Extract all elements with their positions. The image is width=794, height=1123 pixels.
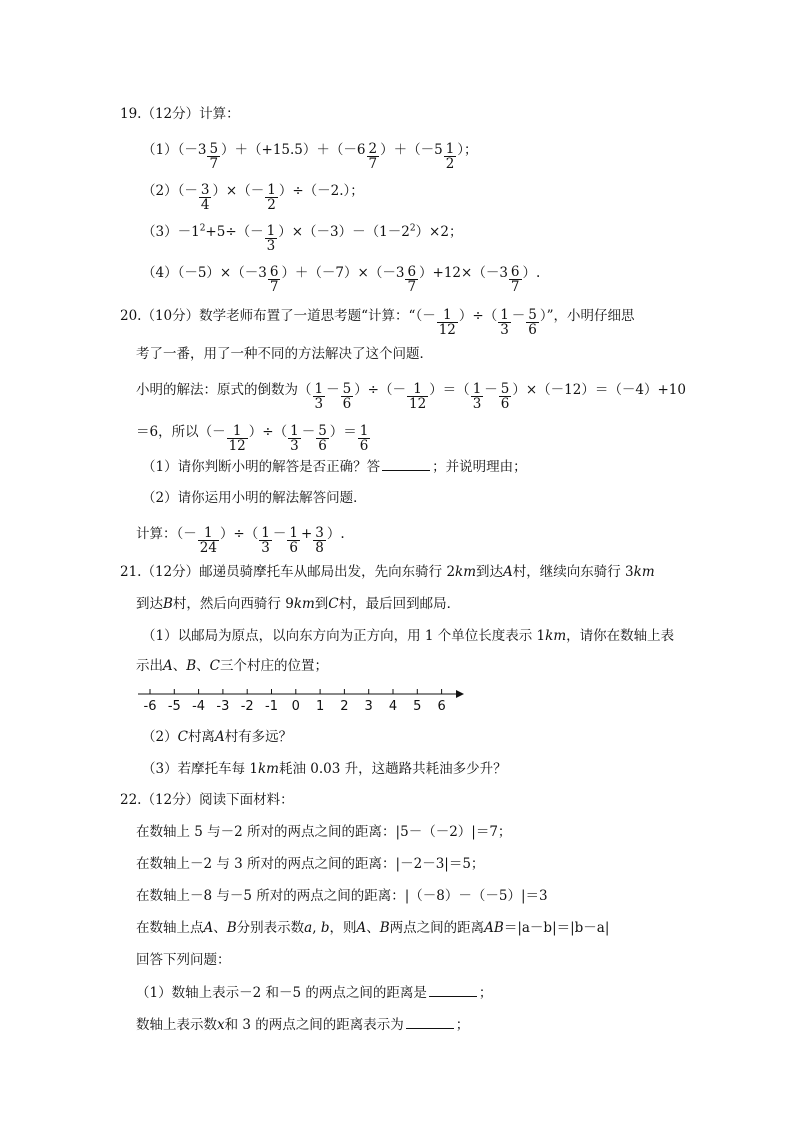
q21-sub3-text1: （3）若摩托车每 1	[142, 761, 258, 777]
q20-l1-text3: －	[511, 308, 526, 324]
q20-sub1-text2: ；并说明理由；	[432, 459, 527, 475]
frac-num: 1	[267, 182, 276, 198]
frac-den: 6	[318, 438, 327, 454]
q20-calc-text3: －	[272, 526, 287, 542]
frac-den: 4	[200, 197, 210, 213]
frac-den: 6	[289, 540, 298, 556]
q20-sub1-text1: （1）请你判断小明的解答是否正确？答	[142, 459, 381, 475]
q22-m4-sep: 、	[213, 920, 227, 936]
frac-num: 5	[209, 141, 219, 157]
q21-sub1-text1: （1）以邮局为原点，以向东方向为正方向，用 1 个单位长度表示 1	[142, 628, 546, 644]
number-line	[138, 684, 478, 714]
var-C: C	[209, 658, 221, 674]
q21-sub3-text2: 耗油 0.03 升，这趟路共耗油多少升？	[278, 761, 507, 777]
q21-sub1-text2: ，请你在数轴上表	[566, 628, 675, 644]
frac-den: 3	[261, 540, 270, 556]
q20-calc-frac3	[287, 526, 300, 555]
axis-tick-label: 2	[340, 699, 349, 714]
frac-num: 6	[269, 264, 279, 280]
axis-tick-label: -6	[143, 699, 157, 714]
answer-blank[interactable]	[429, 982, 477, 997]
q20-l3-text5: －	[484, 382, 498, 398]
q19-p4-text1: （4）（－5）×（－3	[142, 265, 267, 281]
frac-num: 2	[368, 141, 378, 157]
q21-l2-text3: 到	[314, 596, 329, 612]
q19-p4-text3: ）+12×（－3	[419, 265, 508, 281]
axis-tick-label: 6	[437, 699, 446, 714]
q22-s1-text: （1）数轴上表示－2 和－5 的两点之间的距离是	[136, 985, 427, 1001]
q21-line1	[120, 562, 655, 582]
frac-num: 5	[342, 381, 352, 397]
frac-den: 8	[315, 540, 324, 556]
q20-calc-frac1	[198, 526, 219, 555]
q21-sub3	[142, 759, 507, 779]
q20-l3-text3: ）÷（－	[354, 382, 406, 398]
q21-sub1-text3: 示出	[136, 658, 163, 674]
frac-num: 1	[500, 307, 509, 323]
q22-ask: 回答下列问题：	[136, 952, 231, 968]
var-C: C	[328, 596, 339, 612]
var-A: A	[163, 658, 173, 674]
frac-num: 6	[510, 264, 520, 280]
frac-den: 3	[314, 396, 324, 412]
axis-tick-label: -2	[240, 699, 254, 714]
frac-den: 6	[342, 396, 352, 412]
q19-p3-text1: （3）－1	[142, 224, 200, 240]
q22-material4: 在数轴上点A、B分别表示数a, b，则A、B两点之间的距离AB＝|a－b|＝|b－a|	[136, 920, 610, 936]
var-B: B	[226, 920, 237, 936]
q19-p2-text1: （2）（－	[142, 183, 198, 199]
q20-calc-frac2	[259, 526, 272, 555]
q20-l3-text2: －	[326, 382, 340, 398]
frac-den: 24	[199, 540, 217, 556]
q19-part2	[142, 177, 364, 213]
var-AB: AB	[484, 920, 504, 936]
q22-semi: ；	[455, 1017, 470, 1033]
frac-num: 1	[437, 308, 458, 323]
q22-sub1b	[136, 1014, 469, 1035]
q19-p3-sup2: 2	[409, 223, 416, 234]
frac-den: 6	[359, 438, 369, 454]
q19-p2-frac2	[265, 183, 278, 212]
q21-sub1-cont	[136, 656, 328, 676]
q20-sub2: （2）请你运用小明的解法解答问题．	[142, 490, 367, 506]
q19-part1	[142, 136, 478, 172]
q20-l3-text4: ）＝（	[429, 382, 470, 398]
frac-den: 2	[267, 197, 276, 213]
frac-num: 1	[445, 141, 455, 157]
q20-l3-frac2	[341, 382, 354, 411]
q22-sub1	[136, 982, 492, 1003]
frac-den: 7	[209, 156, 219, 172]
q21-sub1-sep: 、	[172, 658, 187, 674]
unit-km: km	[257, 761, 279, 777]
var-A: A	[214, 729, 225, 745]
q20-l4-frac2	[288, 424, 301, 453]
q20-l3-frac3	[407, 382, 428, 411]
q22-semi: ；	[478, 985, 493, 1001]
q19-heading: 19.（12分）计算：	[120, 106, 240, 122]
frac-num: 5	[318, 423, 327, 439]
q22-heading: 22.（12分）阅读下面材料：	[120, 792, 294, 808]
var-C: C	[177, 729, 188, 745]
unit-km: km	[633, 564, 655, 580]
q21-l1-text3: 村，继续向东骑行 3	[512, 564, 634, 580]
q20-l1-text2: ）÷（	[458, 308, 498, 324]
var-x: x	[217, 1017, 225, 1033]
q22-material1: 在数轴上 5 与－2 所对的两点之间的距离：|5－（－2）|＝7；	[136, 824, 512, 840]
q20-calc-text5: ）.	[326, 526, 345, 542]
q20-calc-frac4	[313, 526, 326, 555]
frac-num: 1	[472, 381, 482, 397]
axis-ticks	[144, 689, 446, 714]
frac-num: 5	[500, 381, 510, 397]
q20-line4	[136, 418, 371, 454]
q22-material2: 在数轴上－2 与 3 所对的两点之间的距离：|－2－3|＝5；	[136, 856, 485, 872]
q19-p1-text1: （1）（－3	[142, 142, 207, 158]
q20-l1-text1: 20.（10分）数学老师布置了一道思考题“计算：“（－	[120, 308, 436, 324]
axis-tick-label: -1	[265, 699, 278, 714]
q22-m4-text1: 在数轴上点	[136, 920, 204, 936]
q20-sub1	[142, 456, 527, 477]
axis-arrow	[456, 690, 464, 698]
answer-blank[interactable]	[382, 456, 430, 471]
frac-num: 5	[528, 307, 537, 323]
frac-den: 7	[368, 156, 378, 172]
q20-l4-frac1	[227, 424, 248, 453]
q20-l4-text2: ）÷（	[248, 424, 288, 440]
q20-l1-frac3	[526, 308, 539, 337]
q19-p3-frac	[265, 224, 278, 253]
q20-l4-frac3	[316, 424, 329, 453]
frac-den: 3	[500, 322, 509, 338]
q22-material3: 在数轴上－8 与－5 所对的两点之间的距离：|（－8）－（－5）|＝3	[136, 888, 548, 904]
q20-l4-text4: ）＝	[329, 424, 357, 440]
frac-den: 12	[409, 396, 427, 412]
frac-num: 3	[200, 182, 210, 198]
q21-sub1	[142, 626, 674, 646]
q20-calc	[136, 520, 345, 556]
frac-den: 7	[407, 279, 417, 295]
q19-p4-frac1	[268, 265, 281, 294]
axis-tick-label: 5	[413, 699, 422, 714]
q19-p4-text2: ）＋（－7）×（－3	[281, 265, 405, 281]
frac-den: 3	[472, 396, 482, 412]
frac-num: 1	[289, 525, 298, 541]
answer-blank[interactable]	[406, 1014, 454, 1029]
var-B: B	[163, 596, 173, 612]
q21-l1-text1: 21.（12分）邮递员骑摩托车从邮局出发，先向东骑行 2	[120, 564, 456, 580]
frac-num: 1	[290, 423, 299, 439]
axis-tick-label: 1	[315, 699, 325, 714]
q21-l2-text2: 村，然后向西骑行 9	[172, 596, 294, 612]
q20-line2: 考了一番，用了一种不同的方法解决了这个问题．	[136, 346, 433, 362]
unit-km: km	[293, 596, 315, 612]
q22-m4-sep: 、	[366, 920, 380, 936]
q21-sub2	[142, 727, 292, 747]
q20-line1	[120, 302, 635, 338]
q20-l4-frac4	[358, 424, 371, 453]
q20-l3-text1: 小明的解法：原式的倒数为（	[136, 382, 312, 398]
q19-p1-frac2	[367, 142, 380, 171]
q21-l2-text1: 到达	[136, 596, 163, 612]
q22-m4-text3: ，则	[329, 920, 357, 936]
frac-num: 1	[359, 423, 369, 439]
frac-den: 7	[510, 279, 520, 295]
q22-s2-text2: 和 3 的两点之间的距离表示为	[224, 1017, 404, 1033]
frac-den: 3	[266, 238, 276, 254]
q19-p2-text2: ）×（－	[212, 183, 265, 199]
q20-l1-text4: ）”，小明仔细思	[539, 308, 635, 324]
q19-p1-frac3	[444, 142, 457, 171]
q21-l2-text4: 村，最后回到邮局．	[338, 596, 461, 612]
var-B: B	[379, 920, 390, 936]
q22-m4-text4: 两点之间的距离	[389, 920, 485, 936]
frac-den: 6	[528, 322, 537, 338]
frac-den: 6	[500, 396, 510, 412]
frac-num: 1	[314, 381, 324, 397]
frac-num: 1	[266, 223, 276, 239]
var-A: A	[203, 920, 214, 936]
q20-calc-text1: 计算：（－	[136, 526, 197, 542]
axis-tick-label: -4	[192, 699, 206, 714]
frac-num: 1	[261, 525, 270, 541]
q19-p3-text3: ）×（－3）－（1－2	[278, 224, 410, 240]
frac-den: 12	[438, 322, 456, 338]
q19-p1-text4: ）；	[457, 142, 478, 158]
q21-l1-text2: 到达	[476, 564, 504, 580]
q19-p3-sup1: 2	[199, 223, 206, 234]
q20-l1-frac1	[437, 308, 458, 337]
q19-p1-frac1	[207, 142, 220, 171]
frac-den: 3	[290, 438, 299, 454]
q20-l3-text6: ）×（－12）＝（－4）+10	[512, 382, 686, 398]
q19-p4-frac3	[509, 265, 522, 294]
q19-part4	[142, 259, 541, 295]
q19-p1-text2: ）＋（+15.5）＋（－6	[221, 142, 366, 158]
frac-den: 12	[228, 438, 246, 454]
q20-line3	[136, 376, 686, 412]
axis-tick-label: -5	[167, 699, 181, 714]
q19-part3	[142, 218, 463, 254]
q19-p4-text4: ）.	[522, 265, 541, 281]
unit-km: km	[455, 564, 477, 580]
q20-l3-frac4	[471, 382, 484, 411]
axis-tick-label: 0	[291, 699, 300, 714]
var-A: A	[503, 564, 513, 580]
q21-sub1-sep: 、	[196, 658, 210, 674]
frac-num: 6	[407, 264, 417, 280]
q19-p4-frac2	[405, 265, 418, 294]
q22-m4-text5: ＝|a－b|＝|b－a|	[503, 920, 610, 936]
q19-p2-frac1	[199, 183, 212, 212]
var-B: B	[186, 658, 197, 674]
unit-km: km	[545, 628, 567, 644]
frac-num: 3	[315, 525, 324, 541]
q19-p3-text2: +5÷（－	[205, 224, 264, 240]
q21-sub1-text4: 三个村庄的位置；	[220, 658, 329, 674]
q19-p2-text3: ）÷（－2.）；	[278, 183, 364, 199]
q20-calc-text4: +	[300, 526, 313, 542]
q21-line2	[136, 594, 460, 614]
q20-l3-frac5	[499, 382, 512, 411]
var-A: A	[356, 920, 367, 936]
q19-p1-text3: ）＋（－5	[380, 142, 443, 158]
q20-l3-frac1	[313, 382, 326, 411]
q21-sub2-text1: （2）	[142, 729, 178, 745]
axis-tick-label: 4	[388, 699, 398, 714]
q20-l1-frac2	[498, 308, 511, 337]
frac-num: 1	[227, 424, 248, 439]
var-a: a	[304, 920, 313, 936]
q21-sub2-text2: 村离	[187, 729, 215, 745]
q20-l4-text3: －	[301, 424, 316, 440]
axis-tick-label: -3	[216, 699, 230, 714]
q20-l4-text1: ＝6，所以（－	[136, 424, 226, 440]
q22-s2-text1: 数轴上表示数	[136, 1017, 217, 1033]
frac-num: 1	[407, 382, 428, 397]
axis-tick-label: 3	[364, 699, 373, 714]
var-b: b	[320, 920, 330, 936]
frac-num: 1	[198, 526, 219, 541]
q19-p3-text4: ）×2；	[415, 224, 463, 240]
q22-m4-text2: 分别表示数	[236, 920, 305, 936]
q20-calc-text2: ）÷（	[219, 526, 259, 542]
frac-den: 2	[445, 156, 455, 172]
q21-sub2-text3: 村有多远？	[224, 729, 293, 745]
frac-den: 7	[269, 279, 279, 295]
